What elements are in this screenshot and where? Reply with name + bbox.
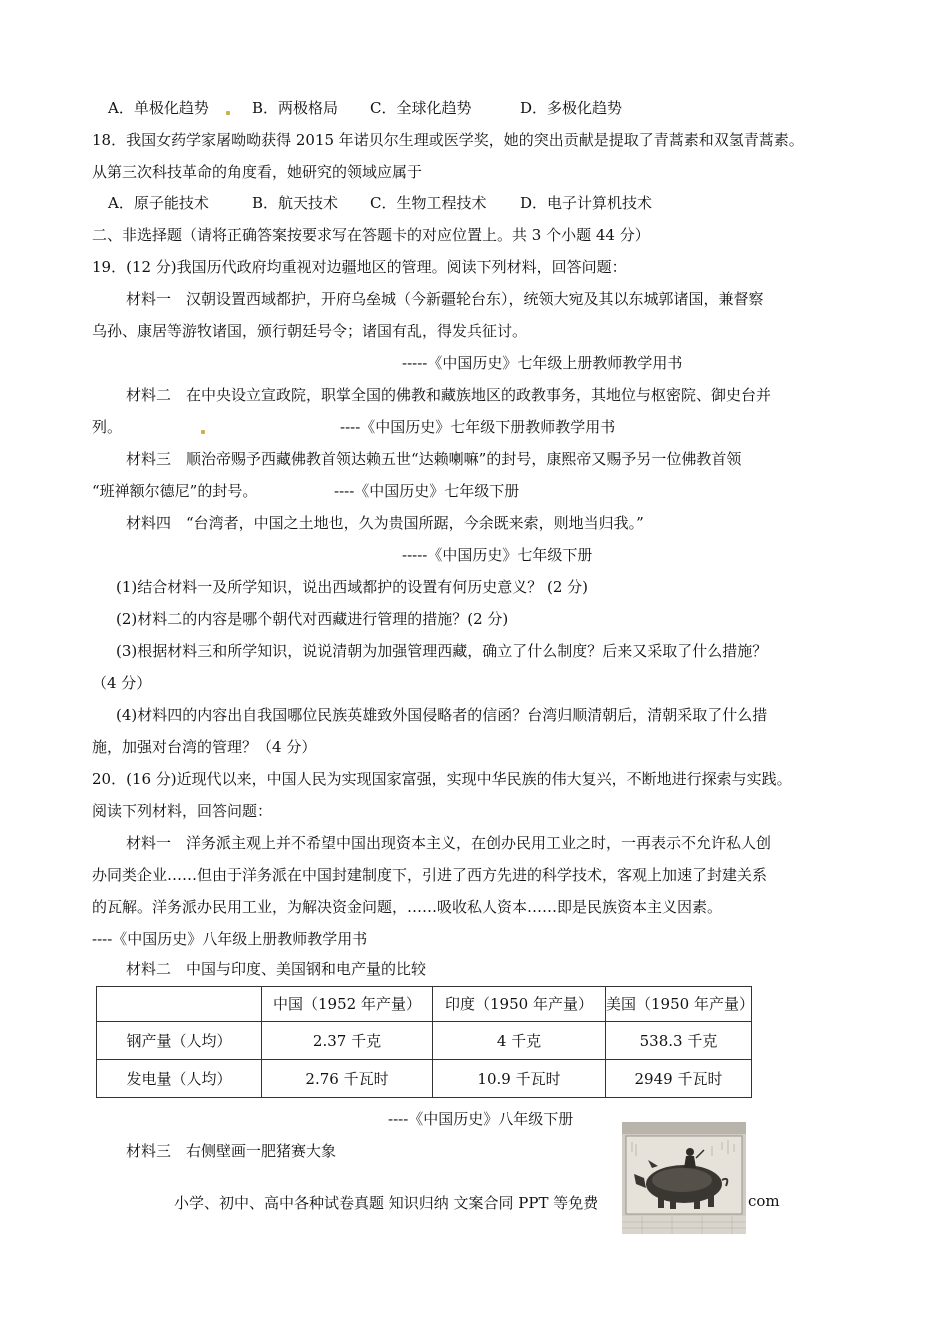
q20-material1-line3: 的瓦解。洋务派办民用工业，为解决资金问题，……吸收私人资本……即是民族资本主义因素。	[92, 898, 723, 916]
pig-mural-illustration	[622, 1122, 746, 1234]
mural-image	[622, 1122, 746, 1234]
q19-material4-line1: 材料四 “台湾者，中国之土地也，久为贵国所踞，今余既来索，则地当归我。”	[126, 514, 644, 532]
table-row	[97, 1060, 752, 1098]
table-cell: 538.3 千克	[606, 1022, 752, 1060]
footer-suffix: com	[748, 1192, 780, 1210]
q19-material3-source: ----《中国历史》七年级下册	[334, 482, 520, 500]
table-row-label: 发电量（人均）	[97, 1060, 262, 1098]
q20-material2-source: ----《中国历史》八年级下册	[388, 1110, 574, 1128]
q20-stem-line2: 阅读下列材料，回答问题：	[92, 802, 273, 820]
q19-material1-source: -----《中国历史》七年级上册教师教学用书	[402, 354, 683, 372]
q17-option-c: C．全球化趋势	[370, 99, 472, 117]
q18-option-d: D．电子计算机技术	[520, 194, 653, 212]
q19-material1-line1: 材料一 汉朝设置西域都护，开府乌垒城（今新疆轮台东），统领大宛及其以东城郭诸国，兼督察	[126, 290, 764, 308]
q19-material2-line2: 列。	[92, 418, 123, 436]
table-header-cell: 中国（1952 年产量）	[262, 987, 433, 1022]
footer-text: 小学、初中、高中各种试卷真题 知识归纳 文案合同 PPT 等免费	[174, 1194, 599, 1212]
q18-option-c: C．生物工程技术	[370, 194, 487, 212]
q19-material3-line2: “班禅额尔德尼”的封号。	[92, 482, 258, 500]
q19-material4-source: -----《中国历史》七年级下册	[402, 546, 593, 564]
q19-question3-line1: (3)根据材料三和所学知识，说说清朝为加强管理西藏，确立了什么制度？后来又采取了什么措施？	[116, 642, 768, 660]
q19-stem: 19．(12 分)我国历代政府均重视对边疆地区的管理。阅读下列材料，回答问题：	[92, 258, 627, 276]
table-header-cell: 美国（1950 年产量）	[606, 987, 752, 1022]
table-header-cell: 印度（1950 年产量）	[433, 987, 606, 1022]
table-row-label: 钢产量（人均）	[97, 1022, 262, 1060]
q18-stem-line1: 18．我国女药学家屠呦呦获得 2015 年诺贝尔生理或医学奖，她的突出贡献是提取了青蒿素和双氢青蒿素。	[92, 131, 804, 149]
q20-material3-line: 材料三 右侧壁画一肥猪赛大象	[126, 1142, 337, 1160]
q20-material1-source: ----《中国历史》八年级上册教师教学用书	[92, 930, 368, 948]
q19-question2: (2)材料二的内容是哪个朝代对西藏进行管理的措施？(2 分)	[116, 610, 509, 628]
q19-question4-line2: 施，加强对台湾的管理？（4 分）	[92, 738, 317, 756]
q17-option-d: D．多极化趋势	[520, 99, 623, 117]
q17-option-b: B．两极格局	[252, 99, 339, 117]
scan-mark	[201, 430, 205, 434]
q19-question1: (1)结合材料一及所学知识，说出西域都护的设置有何历史意义？ (2 分)	[116, 578, 589, 596]
q19-material1-line2: 乌孙、康居等游牧诸国，颁行朝廷号令；诸国有乱，得发兵征讨。	[92, 322, 528, 340]
q19-material2-source: ----《中国历史》七年级下册教师教学用书	[340, 418, 616, 436]
table-cell: 2949 千瓦时	[606, 1060, 752, 1098]
q18-stem-line2: 从第三次科技革命的角度看，她研究的领域应属于	[92, 163, 423, 181]
section2-heading: 二、非选择题（请将正确答案按要求写在答题卡的对应位置上。共 3 个小题 44 分）	[92, 226, 650, 244]
q20-material1-line2: 办同类企业……但由于洋务派在中国封建制度下，引进了西方先进的科学技术，客观上加速了封建关系	[92, 866, 768, 884]
scan-mark	[226, 111, 230, 115]
table-cell: 4 千克	[433, 1022, 606, 1060]
q19-material3-line1: 材料三 顺治帝赐予西藏佛教首领达赖五世“达赖喇嘛”的封号，康熙帝又赐予另一位佛教首领	[126, 450, 742, 468]
q17-option-a: A．单极化趋势	[108, 99, 209, 117]
q18-option-a: A．原子能技术	[108, 194, 209, 212]
q19-material2-line1: 材料二 在中央设立宣政院，职掌全国的佛教和藏族地区的政教事务，其地位与枢密院、御史台并	[126, 386, 772, 404]
q18-option-b: B．航天技术	[252, 194, 339, 212]
production-comparison-table	[96, 986, 752, 1098]
q20-material1-line1: 材料一 洋务派主观上并不希望中国出现资本主义，在创办民用工业之时，一再表示不允许私人创	[126, 834, 772, 852]
table-cell: 10.9 千瓦时	[433, 1060, 606, 1098]
table-cell: 2.76 千瓦时	[262, 1060, 433, 1098]
table-cell: 2.37 千克	[262, 1022, 433, 1060]
table-header-cell	[97, 987, 262, 1022]
table-header-row	[97, 987, 752, 1022]
q19-question4-line1: (4)材料四的内容出自我国哪位民族英雄致外国侵略者的信函？台湾归顺清朝后，清朝采取了什么措	[116, 706, 768, 724]
q19-question3-line2: （4 分）	[92, 674, 152, 692]
q20-material2-title: 材料二 中国与印度、美国钢和电产量的比较	[126, 960, 427, 978]
table-row	[97, 1022, 752, 1060]
q20-stem-line1: 20．(16 分)近现代以来，中国人民为实现国家富强，实现中华民族的伟大复兴，不断地进行探索与实践。	[92, 770, 792, 788]
